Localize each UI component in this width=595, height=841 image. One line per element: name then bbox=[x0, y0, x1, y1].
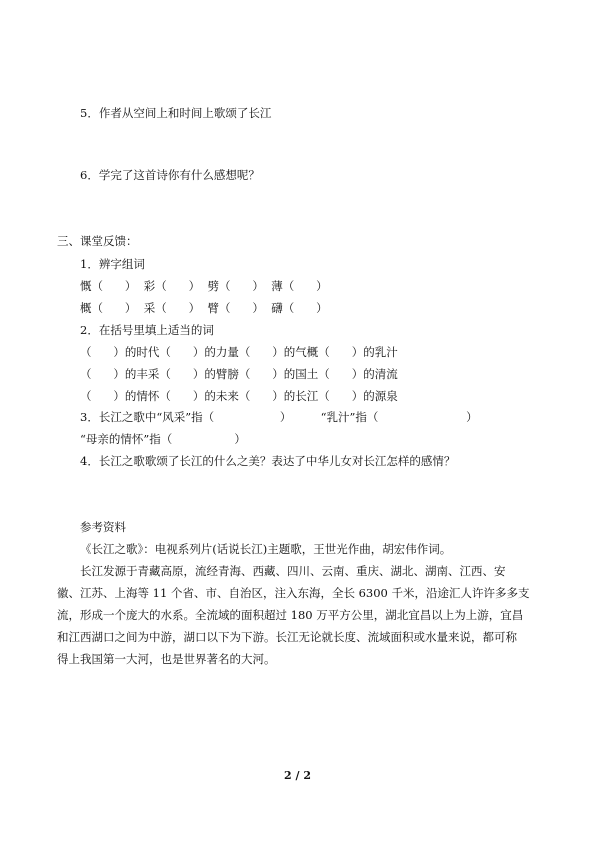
item-2-row-3: （ ）的情怀（ ）的未来（ ）的长江（ ）的源泉 bbox=[80, 389, 398, 403]
reference-para-line: 徽、江苏、上海等 11 个省、市、自治区，注入东海，全长 6300 千米，沿途汇人许许多多支 bbox=[57, 586, 530, 600]
page-number: 2 / 2 bbox=[284, 769, 311, 782]
item-1-row-1: 慨（ ） 彩（ ） 劈（ ） 薄（ ） bbox=[80, 279, 328, 293]
item-2-row-1: （ ）的时代（ ）的力量（ ）的气概（ ）的乳汁 bbox=[80, 345, 398, 359]
reference-para-line: 和江西湖口之间为中游，湖口以下为下游。长江无论就长度、流域面积或水量来说，都可称 bbox=[57, 630, 517, 644]
item-2-title: 2．在括号里填上适当的词 bbox=[80, 323, 214, 337]
item-2-row-2: （ ）的丰采（ ）的臂膀（ ）的国土（ ）的清流 bbox=[80, 367, 398, 381]
question-6: 6．学完了这首诗你有什么感想呢？ bbox=[80, 168, 260, 182]
item-1-title: 1．辨字组词 bbox=[80, 257, 145, 271]
reference-para-line: 流，形成一个庞大的水系。全流域的面积超过 180 万平方公里，湖北宜昌以上为上游，宜昌 bbox=[57, 608, 524, 622]
item-1-row-2: 概（ ） 采（ ） 臂（ ） 礴（ ） bbox=[80, 301, 328, 315]
item-3-line-2: “母亲的情怀”指（ ） bbox=[80, 432, 246, 446]
reference-title: 参考资料 bbox=[80, 520, 126, 534]
reference-line-1: 《长江之歌》：电视系列片(话说长江)主题歌，王世光作曲，胡宏伟作词。 bbox=[80, 542, 452, 556]
section-3-heading: 三、课堂反馈： bbox=[57, 234, 138, 248]
reference-para-line: 长江发源于青藏高原，流经青海、西藏、四川、云南、重庆、湖北、湖南、江西、安 bbox=[80, 564, 506, 578]
question-5: 5．作者从空间上和时间上歌颂了长江 bbox=[80, 106, 272, 120]
reference-para-line: 得上我国第一大河，也是世界著名的大河。 bbox=[57, 652, 276, 666]
item-4: 4．长江之歌歌颂了长江的什么之美？表达了中华儿女对长江怎样的感情？ bbox=[80, 454, 456, 468]
item-3-line-1: 3．长江之歌中“风采”指（ ） “乳汁”指（ ） bbox=[80, 410, 478, 424]
